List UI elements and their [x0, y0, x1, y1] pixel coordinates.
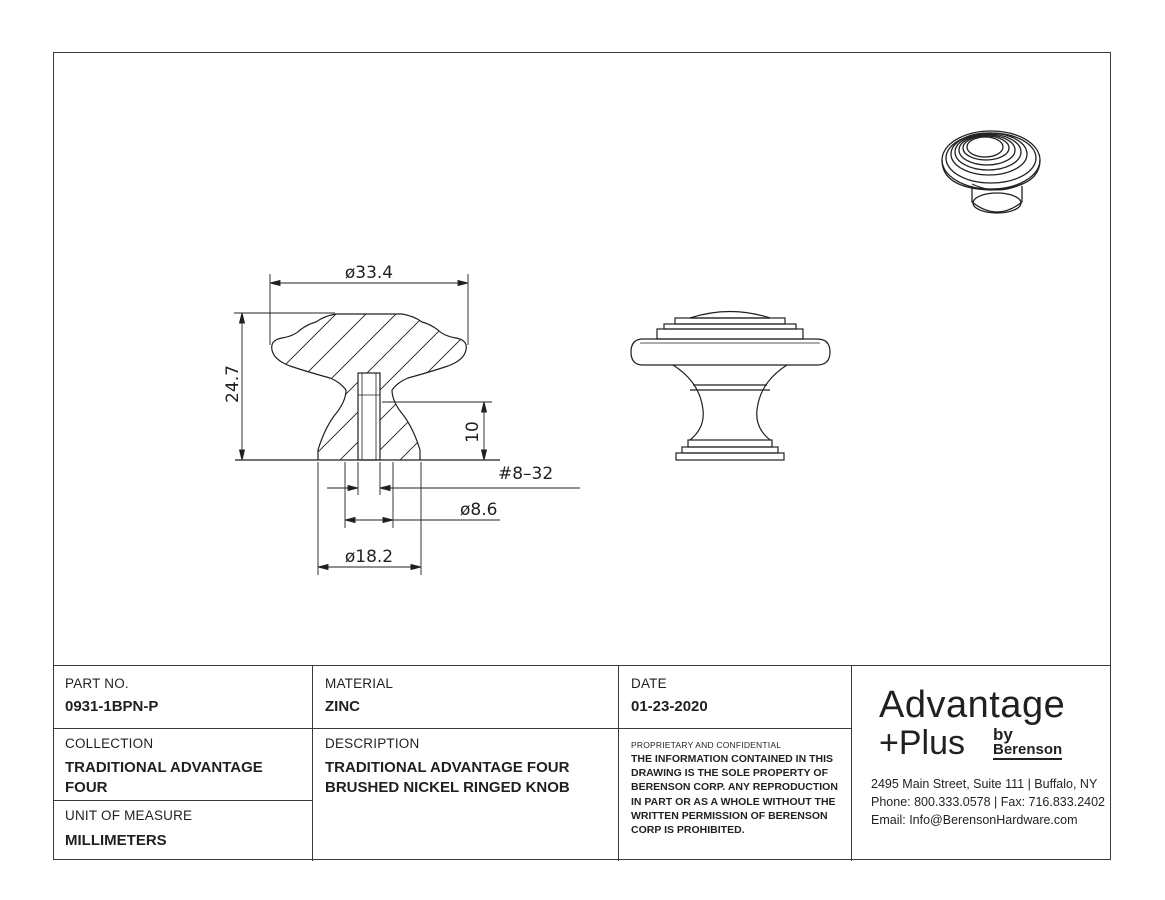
dim-hole-diameter: ø8.6 — [460, 500, 498, 520]
dim-top-diameter: ø33.4 — [344, 263, 394, 283]
divider — [312, 666, 313, 861]
section-hatching — [250, 300, 590, 470]
date-label: DATE — [631, 676, 667, 691]
brand-logo-by: by — [993, 725, 1013, 744]
dimension-lines — [234, 274, 580, 575]
brand-logo-berenson: Berenson — [993, 741, 1063, 758]
title-block — [53, 665, 1111, 860]
knob-section-view — [235, 300, 590, 470]
divider — [53, 800, 312, 801]
date-value: 01-23-2020 — [631, 698, 708, 715]
material-value: ZINC — [325, 698, 360, 715]
company-phone-fax: Phone: 800.333.0578 | Fax: 716.833.2402 — [871, 795, 1105, 809]
company-address: 2495 Main Street, Suite 111 | Buffalo, NY — [871, 777, 1098, 791]
proprietary-text: THE INFORMATION CONTAINED IN THIS DRAWING IS THE SOLE PROPERTY OF BERENSON CORP. ANY REPRODUCTION IN PART OR AS A WHOLE WITHOUT THE WRITTEN PERMISSION OF BERENSON CORP IS PROHIBITED. — [631, 753, 838, 837]
brand-logo-plus: +Plus — [879, 724, 965, 762]
part-no-label: PART NO. — [65, 676, 129, 691]
unit-label: UNIT OF MEASURE — [65, 808, 193, 823]
brand-logo-advantage: Advantage — [879, 684, 1066, 726]
company-email: Email: Info@BerensonHardware.com — [871, 813, 1078, 827]
knob-front-view — [631, 312, 830, 461]
proprietary-label: PROPRIETARY AND CONFIDENTIAL — [631, 740, 782, 750]
description-label: DESCRIPTION — [325, 736, 420, 751]
dim-base-diameter: ø18.2 — [344, 547, 394, 567]
dim-thread-spec: #8–32 — [498, 464, 554, 484]
knob-isometric-view — [942, 131, 1040, 213]
collection-value: TRADITIONAL ADVANTAGE FOUR — [65, 759, 263, 796]
divider — [53, 728, 851, 729]
collection-label: COLLECTION — [65, 736, 154, 751]
divider — [618, 666, 619, 861]
divider — [851, 666, 852, 861]
dim-thread-depth: 10 — [463, 421, 483, 443]
description-value: TRADITIONAL ADVANTAGE FOUR BRUSHED NICKEL RINGED KNOB — [325, 759, 570, 796]
part-no-value: 0931-1BPN-P — [65, 698, 159, 715]
dim-height: 24.7 — [223, 365, 243, 403]
material-label: MATERIAL — [325, 676, 394, 691]
unit-value: MILLIMETERS — [65, 832, 167, 849]
